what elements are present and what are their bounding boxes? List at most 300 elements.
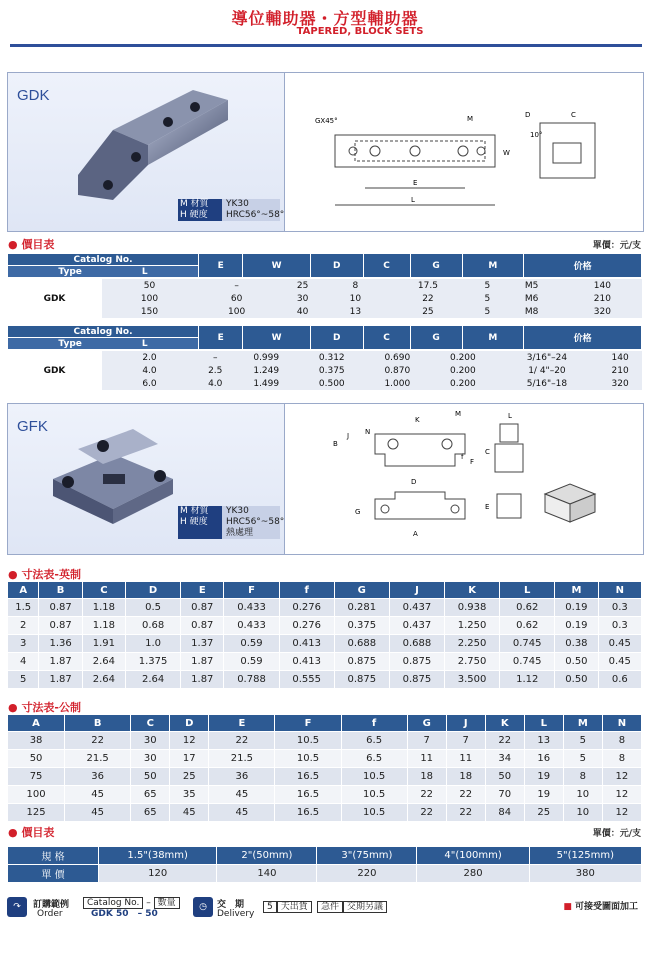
table-cell: 18 xyxy=(407,768,446,786)
table-cell: 12 xyxy=(170,732,209,750)
col-type-l: Type L xyxy=(8,266,199,278)
hardness-value: HRC56°~58° xyxy=(222,517,280,528)
col-header: E xyxy=(181,582,224,599)
table-cell: 8 xyxy=(563,768,602,786)
table-cell: 21.5 xyxy=(209,750,275,768)
table-cell: 2.750 xyxy=(445,653,500,671)
table-cell: 0.555 xyxy=(279,671,334,689)
table-cell: 10 xyxy=(563,786,602,804)
table-cell: 12 xyxy=(602,786,641,804)
drawing-label-b: B xyxy=(333,440,338,448)
delivery-label-cn: 交 期 xyxy=(217,900,245,910)
price-table-inch-body xyxy=(7,351,642,390)
table-cell: 0.200 xyxy=(430,351,496,364)
table-cell: 10.5 xyxy=(275,732,341,750)
hardness-label: H 硬度 xyxy=(178,210,222,221)
col-header: J xyxy=(389,582,444,599)
table-cell: 84 xyxy=(485,804,524,822)
col-header: L xyxy=(524,715,563,732)
table-cell: 1.91 xyxy=(82,635,125,653)
table-cell: 0.19 xyxy=(555,599,598,617)
table-row xyxy=(8,750,642,768)
gdk-series-label: GDK xyxy=(17,87,50,104)
price-cell: 280 xyxy=(417,865,529,883)
table-cell: 35 xyxy=(170,786,209,804)
drawing-label-l: L xyxy=(411,196,415,204)
table-cell: 8 xyxy=(329,279,382,292)
table-cell: 21.5 xyxy=(65,750,131,768)
table-cell: 17 xyxy=(170,750,209,768)
table-cell: 22 xyxy=(209,732,275,750)
material-value: YK30 xyxy=(222,199,280,210)
table-cell: 0.87 xyxy=(39,599,82,617)
table-cell: 1/ 4"–20 xyxy=(496,364,599,377)
table-cell: 10 xyxy=(329,292,382,305)
page-title: 導位輔助器・方型輔助器 xyxy=(231,9,419,28)
price-unit: 單價：元/支 xyxy=(592,241,641,251)
col-header: B xyxy=(65,715,131,732)
table-cell: 0.688 xyxy=(334,635,389,653)
gfk-technical-drawing xyxy=(285,404,643,554)
table-cell: 45 xyxy=(65,804,131,822)
table-cell: 1.87 xyxy=(39,653,82,671)
table-cell: 1.499 xyxy=(233,377,299,390)
table-cell: 13 xyxy=(329,305,382,318)
drawing-label-m: M xyxy=(455,410,462,418)
table-cell: 0.87 xyxy=(39,617,82,635)
col-e: E xyxy=(199,254,243,278)
table-cell: 5 xyxy=(563,750,602,768)
col-w: W xyxy=(243,254,311,278)
price-table-inch xyxy=(7,325,642,350)
table-cell: 6.5 xyxy=(341,750,407,768)
table-cell: 45 xyxy=(209,786,275,804)
table-cell: 2 xyxy=(8,617,39,635)
table-cell: 0.68 xyxy=(126,617,181,635)
drawing-label-f: F xyxy=(470,458,475,466)
table-cell: 0.38 xyxy=(555,635,598,653)
table-cell: 45 xyxy=(209,804,275,822)
col-header: f xyxy=(279,582,334,599)
hardness-value: HRC56°~58° xyxy=(222,210,280,221)
table-cell: 19 xyxy=(524,768,563,786)
order-icon: ↷ xyxy=(7,897,27,917)
col-header: A xyxy=(8,715,65,732)
table-cell: 0.281 xyxy=(334,599,389,617)
col-header: L xyxy=(500,582,555,599)
table-cell: 1.375 xyxy=(126,653,181,671)
col-header: G xyxy=(334,582,389,599)
material-label: M 材質 xyxy=(178,506,222,517)
table-cell: 70 xyxy=(485,786,524,804)
col-m: M xyxy=(462,254,524,278)
col-header: B xyxy=(39,582,82,599)
drawing-label-e: E xyxy=(413,179,418,187)
table-cell: 5/16"–18 xyxy=(496,377,599,390)
col-price: 价格 xyxy=(524,326,642,350)
price-table-metric xyxy=(7,253,642,278)
col-w: W xyxy=(243,326,311,350)
drawing-label-f-small: f xyxy=(461,453,464,461)
table-cell: M5 xyxy=(501,279,563,292)
table-cell: 0.433 xyxy=(224,617,279,635)
spec-cell: 3"(75mm) xyxy=(317,847,417,865)
drawing-label-n: N xyxy=(365,428,371,436)
table-cell: 22 xyxy=(407,786,446,804)
dim-inch-title: ● 寸法表-英制 xyxy=(8,568,82,581)
table-cell: 30 xyxy=(276,292,329,305)
table-cell: 4.0 xyxy=(102,364,197,377)
urgent-box: 急件 xyxy=(317,901,343,913)
col-header: J xyxy=(446,715,485,732)
price-label: 單 價 xyxy=(8,865,99,883)
spec-cell: 5"(125mm) xyxy=(529,847,641,865)
gfk-product-image xyxy=(48,424,198,524)
col-header: A xyxy=(8,582,39,599)
col-header: F xyxy=(224,582,279,599)
table-cell: 17.5 xyxy=(382,279,474,292)
table-cell: 0.875 xyxy=(389,671,444,689)
table-cell: 0.999 xyxy=(233,351,299,364)
table-cell: 1.36 xyxy=(39,635,82,653)
table-cell: 22 xyxy=(446,804,485,822)
table-cell: 3.500 xyxy=(445,671,500,689)
gdk-technical-drawing xyxy=(285,73,643,231)
table-cell: 22 xyxy=(382,292,474,305)
table-cell: 40 xyxy=(276,305,329,318)
example-code: GDK 50 xyxy=(91,909,129,919)
table-cell: 12 xyxy=(602,768,641,786)
drawing-label-g: G xyxy=(355,508,361,516)
material-label: M 材質 xyxy=(178,199,222,210)
table-cell: 1.250 xyxy=(445,617,500,635)
table-cell: 8 xyxy=(602,732,641,750)
table-cell: 0.59 xyxy=(224,653,279,671)
table-row xyxy=(8,617,642,635)
table-cell: 5 xyxy=(563,732,602,750)
table-cell: 16.5 xyxy=(275,786,341,804)
price-cell: 220 xyxy=(317,865,417,883)
type-cell: GDK xyxy=(7,351,102,390)
table-cell: 10 xyxy=(563,804,602,822)
table-cell: 0.276 xyxy=(279,599,334,617)
price-section-title: ● 價目表 xyxy=(8,238,55,251)
table-row xyxy=(8,635,642,653)
table-cell: 22 xyxy=(485,732,524,750)
col-type-l: Type L xyxy=(8,338,199,350)
table-row xyxy=(8,671,642,689)
table-cell: 0.375 xyxy=(299,364,365,377)
gdk-product-image xyxy=(68,85,238,205)
col-header: F xyxy=(275,715,341,732)
table-cell: 2.0 xyxy=(102,351,197,364)
table-cell: 125 xyxy=(8,804,65,822)
col-c: C xyxy=(363,326,410,350)
spec-cell: 4"(100mm) xyxy=(417,847,529,865)
price-cell: 120 xyxy=(99,865,217,883)
table-cell: 320 xyxy=(563,305,642,318)
col-g: G xyxy=(410,326,462,350)
price-unit-2: 單價：元/支 xyxy=(592,829,641,839)
table-cell: 36 xyxy=(209,768,275,786)
table-row xyxy=(8,804,642,822)
drawing-label-m: M xyxy=(467,115,474,123)
table-cell: 0.45 xyxy=(598,635,641,653)
gfk-material-box xyxy=(178,506,285,539)
table-cell: 60 xyxy=(197,292,276,305)
table-cell: 65 xyxy=(131,786,170,804)
table-cell: 22 xyxy=(446,786,485,804)
col-d: D xyxy=(311,326,364,350)
col-header: M xyxy=(563,715,602,732)
table-cell: 10.5 xyxy=(275,750,341,768)
table-cell: 0.745 xyxy=(500,653,555,671)
drawing-label-c: C xyxy=(485,448,490,456)
table-cell: M8 xyxy=(501,305,563,318)
table-cell: 12 xyxy=(602,804,641,822)
table-cell: 0.413 xyxy=(279,635,334,653)
gdk-photo-panel xyxy=(7,72,285,232)
table-cell: 0.690 xyxy=(365,351,431,364)
treatment-value: 熱處理 xyxy=(222,528,280,539)
col-header: C xyxy=(131,715,170,732)
header-divider xyxy=(10,44,642,47)
table-cell: 16.5 xyxy=(275,804,341,822)
table-cell: 36 xyxy=(65,768,131,786)
table-cell: 25 xyxy=(382,305,474,318)
hardness-label: H 硬度 xyxy=(178,517,222,528)
table-cell: 100 xyxy=(8,786,65,804)
table-cell: 3/16"–24 xyxy=(496,351,599,364)
table-cell: 0.50 xyxy=(555,653,598,671)
table-cell: 1.18 xyxy=(82,599,125,617)
price-cell: 380 xyxy=(529,865,641,883)
drawing-label-l: L xyxy=(508,412,512,420)
table-cell: 0.87 xyxy=(181,617,224,635)
table-cell: 1.249 xyxy=(233,364,299,377)
table-cell: 0.870 xyxy=(365,364,431,377)
table-cell: 1.37 xyxy=(181,635,224,653)
table-cell: 0.87 xyxy=(181,599,224,617)
page-subtitle: TAPERED, BLOCK SETS xyxy=(296,26,424,37)
drawing-label-a: A xyxy=(413,530,418,538)
gfk-series-label: GFK xyxy=(17,418,48,435)
order-footer: ↷ 訂購範例 Order Catalog No. – 數量 GDK 50 – 50 ◷ 交 期 Delivery 5 天出貨 急件 交期另議 ■ 可接受圖面加工 xyxy=(7,895,642,925)
table-cell: 5 xyxy=(474,305,500,318)
table-cell: 210 xyxy=(598,364,642,377)
table-cell: 65 xyxy=(131,804,170,822)
col-header: E xyxy=(209,715,275,732)
table-cell: M6 xyxy=(501,292,563,305)
table-cell: 30 xyxy=(131,732,170,750)
table-cell: 2.64 xyxy=(82,653,125,671)
table-cell: 0.688 xyxy=(389,635,444,653)
table-cell: 0.745 xyxy=(500,635,555,653)
table-cell: 1.87 xyxy=(181,671,224,689)
table-cell: 0.875 xyxy=(389,653,444,671)
order-label-en: Order xyxy=(37,909,63,919)
type-cell: GDK xyxy=(7,279,102,318)
drawing-label-d: D xyxy=(411,478,417,486)
price-cell: 140 xyxy=(217,865,317,883)
table-cell: 0.788 xyxy=(224,671,279,689)
table-cell: 0.437 xyxy=(389,599,444,617)
col-g: G xyxy=(410,254,462,278)
table-cell: 30 xyxy=(131,750,170,768)
table-row xyxy=(8,653,642,671)
drawing-note: 可接受圖面加工 xyxy=(574,902,638,912)
table-cell: 1.12 xyxy=(500,671,555,689)
col-catalog: Catalog No. xyxy=(8,326,199,338)
col-header: K xyxy=(445,582,500,599)
col-m: M xyxy=(462,326,524,350)
table-cell: 22 xyxy=(65,732,131,750)
qty-box: 數量 xyxy=(154,897,180,909)
table-cell: 2.5 xyxy=(197,364,233,377)
table-cell: 0.62 xyxy=(500,617,555,635)
table-cell: 0.938 xyxy=(445,599,500,617)
table-cell: 0.276 xyxy=(279,617,334,635)
table-cell: 210 xyxy=(563,292,642,305)
col-c: C xyxy=(363,254,410,278)
blank-label xyxy=(178,528,222,539)
table-cell: 75 xyxy=(8,768,65,786)
table-cell: – xyxy=(197,351,233,364)
delivery-icon: ◷ xyxy=(193,897,213,917)
catalog-box: Catalog No. xyxy=(83,897,143,909)
table-cell: 22 xyxy=(407,804,446,822)
col-header: D xyxy=(126,582,181,599)
table-cell: 10.5 xyxy=(341,804,407,822)
days-box: 5 xyxy=(263,901,277,913)
table-cell: 16 xyxy=(524,750,563,768)
example-qty: 50 xyxy=(145,909,158,919)
table-cell: 25 xyxy=(170,768,209,786)
drawing-label-d: D xyxy=(525,111,531,119)
col-d: D xyxy=(311,254,364,278)
table-cell: 0.200 xyxy=(430,364,496,377)
table-cell: 10.5 xyxy=(341,786,407,804)
gfk-photo-panel xyxy=(7,403,285,555)
table-cell: 0.875 xyxy=(334,671,389,689)
table-cell: 0.19 xyxy=(555,617,598,635)
table-cell: 45 xyxy=(170,804,209,822)
table-cell: 1.000 xyxy=(365,377,431,390)
table-cell: 34 xyxy=(485,750,524,768)
table-cell: 0.50 xyxy=(555,671,598,689)
table-cell: 0.312 xyxy=(299,351,365,364)
table-cell: 50 xyxy=(8,750,65,768)
price-table-metric-body xyxy=(7,279,642,318)
col-header: N xyxy=(598,582,641,599)
dim-metric-table xyxy=(7,714,642,822)
table-cell: 0.500 xyxy=(299,377,365,390)
col-header: G xyxy=(407,715,446,732)
table-cell: 100 xyxy=(197,305,276,318)
drawing-label-c: C xyxy=(571,111,576,119)
table-row xyxy=(8,768,642,786)
table-cell: 50 xyxy=(131,768,170,786)
dim-inch-table xyxy=(7,581,642,689)
table-cell: 1.87 xyxy=(181,653,224,671)
drawing-label-j: J xyxy=(347,432,350,440)
table-cell: 7 xyxy=(407,732,446,750)
table-row xyxy=(8,599,642,617)
urgent-label: 交期另議 xyxy=(343,901,387,913)
spec-label: 規 格 xyxy=(8,847,99,865)
table-cell: 0.3 xyxy=(598,617,641,635)
table-cell: 1.5 xyxy=(8,599,39,617)
table-cell: 0.59 xyxy=(224,635,279,653)
table-row xyxy=(8,732,642,750)
table-cell: 3 xyxy=(8,635,39,653)
days-label: 天出貨 xyxy=(277,901,312,913)
price-section2-title: ● 價目表 xyxy=(8,826,55,839)
table-cell: 5 xyxy=(474,279,500,292)
table-cell: 0.6 xyxy=(598,671,641,689)
table-cell: 45 xyxy=(65,786,131,804)
table-cell: 0.5 xyxy=(126,599,181,617)
table-cell: 140 xyxy=(598,351,642,364)
spec-cell: 2"(50mm) xyxy=(217,847,317,865)
table-cell: 50 xyxy=(485,768,524,786)
table-cell: 8 xyxy=(602,750,641,768)
col-catalog: Catalog No. xyxy=(8,254,199,266)
table-cell: 11 xyxy=(446,750,485,768)
table-cell: 13 xyxy=(524,732,563,750)
table-cell: 1.87 xyxy=(39,671,82,689)
table-cell: 10.5 xyxy=(341,768,407,786)
table-cell: 0.875 xyxy=(334,653,389,671)
table-cell: 6.0 xyxy=(102,377,197,390)
table-cell: 11 xyxy=(407,750,446,768)
table-cell: 150 xyxy=(102,305,197,318)
order-label-cn: 訂購範例 xyxy=(33,900,70,910)
table-cell: 4 xyxy=(8,653,39,671)
table-cell: 2.64 xyxy=(126,671,181,689)
gfk-drawing-panel xyxy=(284,403,644,555)
dash: – xyxy=(146,898,151,908)
table-cell: 6.5 xyxy=(341,732,407,750)
drawing-label-e: E xyxy=(485,503,490,511)
dim-metric-title: ● 寸法表-公制 xyxy=(8,701,82,714)
table-cell: – xyxy=(197,279,276,292)
col-header: N xyxy=(602,715,641,732)
table-cell: 7 xyxy=(446,732,485,750)
col-price: 价格 xyxy=(524,254,642,278)
gdk-material-box xyxy=(178,199,285,221)
table-cell: 5 xyxy=(8,671,39,689)
table-cell: 0.62 xyxy=(500,599,555,617)
drawing-label-gx: GX45° xyxy=(315,117,338,125)
delivery-label-en: Delivery xyxy=(217,909,255,919)
col-header: C xyxy=(82,582,125,599)
table-cell: 16.5 xyxy=(275,768,341,786)
drawing-label-10: 10° xyxy=(530,131,543,139)
gdk-drawing-panel xyxy=(284,72,644,232)
table-cell: 0.413 xyxy=(279,653,334,671)
table-cell: 18 xyxy=(446,768,485,786)
drawing-label-k: K xyxy=(415,416,420,424)
spec-cell: 1.5"(38mm) xyxy=(99,847,217,865)
table-cell: 0.437 xyxy=(389,617,444,635)
table-row xyxy=(8,786,642,804)
table-cell: 25 xyxy=(524,804,563,822)
table-cell: 0.45 xyxy=(598,653,641,671)
table-cell: 1.0 xyxy=(126,635,181,653)
table-cell: 0.3 xyxy=(598,599,641,617)
col-e: E xyxy=(199,326,243,350)
